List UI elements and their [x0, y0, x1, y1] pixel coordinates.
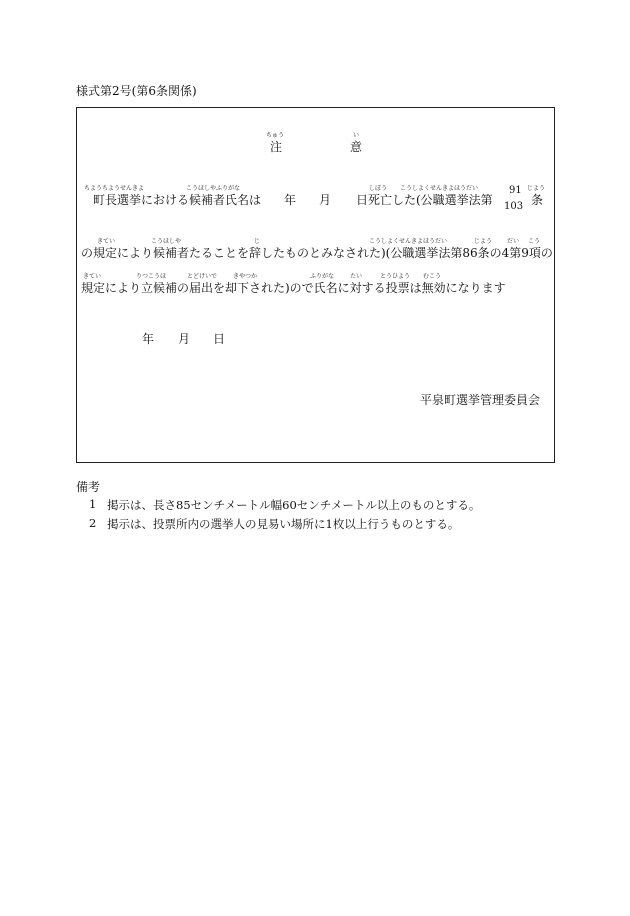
line1-ruby-koushokusenkyohoudai: こうしよくせんきよほうだい — [400, 185, 479, 192]
line3-ruby-todokeide: とどけいで — [187, 273, 218, 280]
line1-day: 日 — [356, 193, 369, 207]
line2-ruby-koushokusenkyohoudai: こうしよくせんきよほうだい — [369, 238, 448, 245]
date-day: 日 — [213, 332, 226, 346]
line1-article-number-top: 91 — [509, 185, 522, 196]
title-ruby-1: ちゅう — [266, 132, 285, 139]
date-year: 年 — [142, 332, 155, 346]
notes-heading: 備考 — [76, 480, 101, 494]
line1-text-b: 死亡した(公職選挙法第 — [368, 193, 493, 207]
line3-text: 規定により立候補の届出を却下された)ので氏名に対する投票は無効になります — [81, 281, 506, 295]
line1-article-number-bottom: 103 — [504, 201, 524, 212]
line3-ruby-tai: たい — [350, 273, 363, 280]
notice-title-char-2: 意 — [350, 140, 363, 154]
line2-ruby-kitei: きてい — [97, 238, 116, 245]
note-2-text: 掲示は、投票所内の選挙人の見易い場所に1枚以上行うものとする。 — [107, 517, 460, 531]
line3-ruby-kyakka: きやつか — [233, 273, 258, 280]
line1-text-a: 町長選挙における候補者氏名は — [93, 193, 262, 207]
date-month: 月 — [178, 332, 191, 346]
line1-ruby-shibou: しぼう — [369, 185, 388, 192]
form-number-label: 様式第2号(第6条関係) — [76, 84, 197, 98]
issuer-name: 平泉町選挙管理委員会 — [420, 393, 541, 407]
line2-text: の規定により候補者たることを辞したものとみなされた)(公職選挙法第86条の4第9項の — [81, 246, 553, 260]
line1-ruby-chouchousenkyo: ちようちようせんきよ — [84, 185, 145, 192]
line1-ruby-kouhosha-furigana: こうほしやふりがな — [186, 185, 241, 192]
line1-jou: 条 — [531, 193, 544, 207]
notice-title-char-1: 注 — [270, 140, 283, 154]
line1-ruby-jou: じよう — [527, 185, 546, 192]
line2-ruby-kou: こう — [528, 238, 541, 245]
note-2-number: 2 — [89, 516, 97, 530]
line3-ruby-furigana: ふりがな — [310, 273, 335, 280]
line3-ruby-mukou: むこう — [423, 273, 442, 280]
note-1-text: 掲示は、長さ85センチメートル幅60センチメートル以上のものとする。 — [107, 498, 481, 512]
note-1-number: 1 — [89, 497, 97, 511]
line2-ruby-ji: じ — [254, 238, 261, 245]
line3-ruby-kitei: きてい — [83, 273, 102, 280]
line1-month: 月 — [319, 193, 332, 207]
line3-ruby-rikkouho: りつこうほ — [136, 273, 167, 280]
line3-ruby-touhyou: とうひよう — [380, 273, 411, 280]
line1-year: 年 — [284, 193, 297, 207]
line2-ruby-kouhosha: こうほしや — [151, 238, 182, 245]
title-ruby-2: い — [353, 132, 360, 139]
line2-ruby-dai: だい — [507, 238, 520, 245]
line2-ruby-jou: じよう — [474, 238, 493, 245]
